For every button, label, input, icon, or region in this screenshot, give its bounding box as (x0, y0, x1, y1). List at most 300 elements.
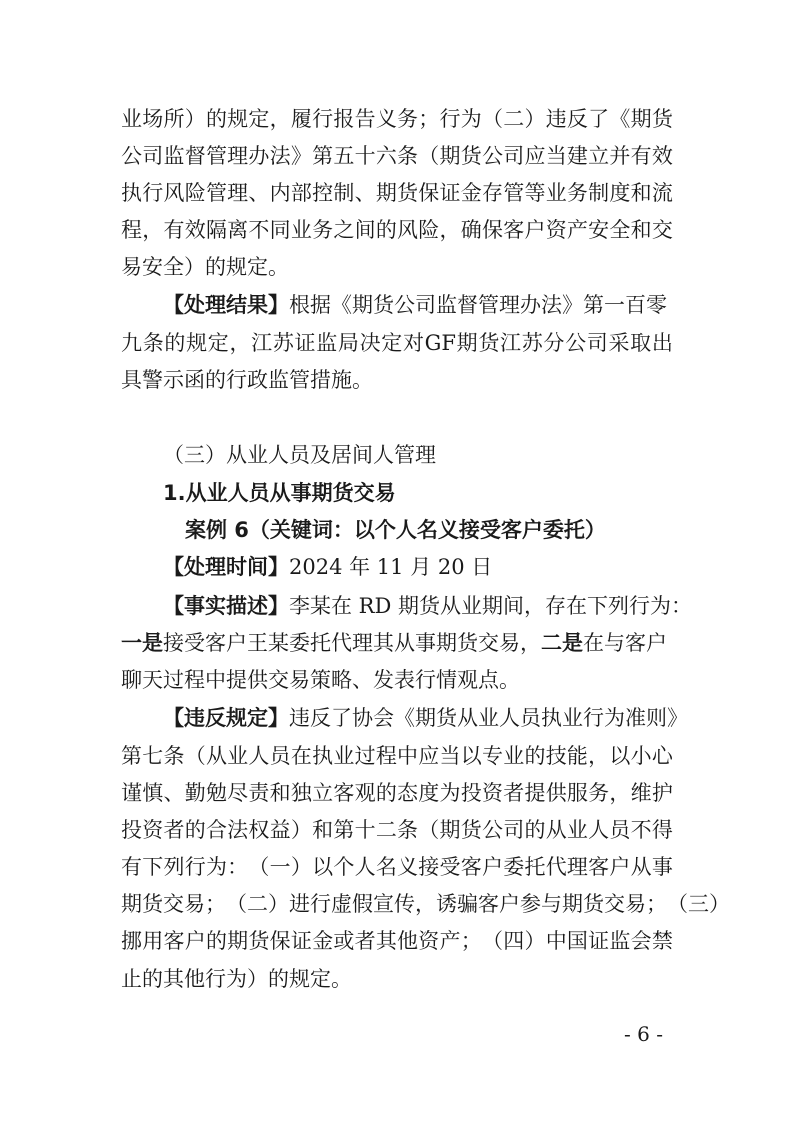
glyph: 业 (566, 818, 588, 842)
violation-line-4 (121, 817, 673, 843)
glyph: 的 (205, 929, 227, 953)
handling-time-label: 【处理时间】 (163, 555, 289, 579)
glyph: 名 (375, 855, 397, 879)
page-number: - 6 - (624, 1022, 663, 1046)
glyph: 局 (337, 331, 359, 355)
glyph: 从 (205, 744, 227, 768)
glyph: ， (229, 331, 251, 355)
glyph: （ (667, 892, 688, 916)
glyph: 全 (609, 218, 631, 242)
glyph: 独 (290, 781, 312, 805)
glyph: 过 (354, 744, 376, 768)
facts-line-1 (163, 593, 692, 619)
glyph: 在 (290, 744, 312, 768)
glyph: 法 (227, 818, 249, 842)
glyph: 产 (566, 218, 588, 242)
glyph: 证 (294, 331, 316, 355)
glyph: 立 (588, 144, 610, 168)
glyph: 一 (269, 855, 291, 879)
glyph: 流 (651, 181, 673, 205)
glyph: 资 (481, 781, 503, 805)
glyph: 等 (524, 181, 546, 205)
glyph: 人 (248, 744, 270, 768)
glyph: 用 (142, 929, 164, 953)
glyph: 务 (312, 218, 334, 242)
glyph: 了 (588, 107, 610, 131)
glyph: 保 (269, 929, 291, 953)
glyph: 义 (375, 107, 397, 131)
glyph: 制 (333, 181, 355, 205)
glyph: 期 (630, 107, 652, 131)
glyph: 管 (503, 181, 525, 205)
sub-heading: 1.从业人员从事期货交易 (163, 481, 396, 505)
glyph: 险 (184, 181, 206, 205)
glyph: 行 (312, 107, 334, 131)
glyph: 二 (375, 818, 397, 842)
glyph: 苏 (272, 331, 294, 355)
glyph: 尽 (227, 781, 249, 805)
facts-second-marker: 二是 (541, 631, 583, 655)
glyph: ； (460, 929, 482, 953)
glyph: 的 (205, 107, 227, 131)
glyph: 交 (163, 892, 184, 916)
glyph: 中 (397, 744, 419, 768)
glyph: 二 (503, 107, 525, 131)
glyph: 条 (163, 744, 185, 768)
glyph: 事 (651, 855, 673, 879)
glyph: 参 (520, 892, 541, 916)
glyph: 二 (247, 892, 268, 916)
glyph: 行 (439, 107, 461, 131)
facts-text-start: 李某在 RD 期货从业期间，存在下列行为： (289, 594, 692, 618)
glyph: 投 (460, 781, 482, 805)
glyph: 并 (609, 144, 631, 168)
glyph: 十 (354, 144, 376, 168)
glyph: 托 (524, 855, 546, 879)
glyph: 业 (290, 218, 312, 242)
glyph: 江 (251, 331, 273, 355)
glyph: 立 (312, 781, 334, 805)
glyph: 证 (439, 181, 461, 205)
glyph: 接 (418, 855, 440, 879)
paragraph-2-line-2 (121, 330, 673, 356)
glyph: 的 (164, 331, 186, 355)
result-text-start: 根据《期货公司监督管理办法》第一百零 (289, 293, 667, 317)
glyph: 进 (289, 892, 310, 916)
glyph: 技 (545, 744, 567, 768)
glyph: 离 (227, 218, 249, 242)
glyph: 金 (312, 929, 334, 953)
glyph: 客 (478, 892, 499, 916)
glyph: 和 (630, 218, 652, 242)
glyph: 和 (269, 781, 291, 805)
glyph: 业 (333, 744, 355, 768)
glyph: 户 (499, 892, 520, 916)
glyph: 中 (545, 929, 567, 953)
glyph: 保 (418, 181, 440, 205)
glyph: 执 (121, 181, 142, 205)
glyph: 户 (184, 929, 206, 953)
violation-line-6 (121, 891, 730, 917)
handling-time-line (163, 554, 492, 580)
glyph: 证 (588, 929, 610, 953)
glyph: 保 (481, 218, 503, 242)
glyph: 会 (630, 929, 652, 953)
glyph: 为 (460, 107, 482, 131)
glyph: 定 (381, 331, 403, 355)
glyph: 六 (375, 144, 397, 168)
glyph: 所 (163, 107, 185, 131)
glyph: 风 (397, 218, 419, 242)
glyph: 权 (248, 818, 270, 842)
glyph: 能 (566, 744, 588, 768)
glyph: 他 (397, 929, 419, 953)
glyph: 场 (142, 107, 164, 131)
glyph: 个 (333, 855, 355, 879)
glyph: 违 (545, 107, 567, 131)
glyph: 客 (503, 218, 525, 242)
glyph: 客 (333, 781, 355, 805)
glyph: 资 (142, 818, 164, 842)
glyph: 司 (503, 144, 525, 168)
facts-line-3: 聊天过程中提供交易策略、发表行情观点。 (121, 668, 520, 692)
paragraph-1-line-3 (121, 180, 673, 206)
glyph: 供 (545, 781, 567, 805)
glyph: 的 (524, 744, 546, 768)
glyph: 度 (418, 781, 440, 805)
glyph: （ (481, 107, 503, 131)
glyph: 和 (630, 181, 652, 205)
glyph: 有 (121, 855, 142, 879)
glyph: 条 (142, 331, 164, 355)
glyph: 户 (481, 855, 503, 879)
glyph: ， (609, 781, 631, 805)
glyph: 业 (121, 107, 142, 131)
glyph: 户 (524, 218, 546, 242)
glyph: 理 (566, 855, 588, 879)
glyph: 司 (503, 818, 525, 842)
facts-label: 【事实描述】 (163, 594, 289, 618)
glyph: 有 (630, 144, 652, 168)
glyph: 内 (269, 181, 291, 205)
glyph: 务 (397, 107, 419, 131)
glyph: 公 (481, 144, 503, 168)
glyph: 安 (588, 218, 610, 242)
glyph: ） (290, 818, 312, 842)
glyph: 效 (184, 218, 206, 242)
glyph: 督 (184, 144, 206, 168)
glyph: 十 (354, 818, 376, 842)
glyph: 货 (460, 144, 482, 168)
glyph: 观 (354, 781, 376, 805)
glyph: 和 (312, 818, 334, 842)
glyph: 《 (609, 107, 631, 131)
paragraph-1-line-5: 易安全）的规定。 (121, 255, 289, 279)
glyph: 公 (481, 818, 503, 842)
glyph: 诱 (436, 892, 457, 916)
glyph: 间 (354, 218, 376, 242)
glyph: 行 (184, 855, 206, 879)
violation-label: 【违反规定】 (163, 706, 289, 730)
glyph: 易 (625, 892, 646, 916)
glyph: 为 (205, 855, 227, 879)
glyph: 办 (248, 144, 270, 168)
glyph: 四 (503, 929, 525, 953)
glyph: 货 (651, 107, 673, 131)
glyph: 传 (394, 892, 415, 916)
glyph: 规 (227, 107, 249, 131)
glyph: 资 (418, 929, 440, 953)
glyph: 员 (609, 818, 631, 842)
glyph: 货 (142, 892, 163, 916)
glyph: 勤 (184, 781, 206, 805)
case-title: 案例 6（关键词：以个人名义接受客户委托） (185, 518, 606, 542)
glyph: （ (481, 929, 503, 953)
glyph: 证 (290, 929, 312, 953)
glyph: 者 (354, 929, 376, 953)
glyph: 员 (269, 744, 291, 768)
glyph: ， (588, 744, 610, 768)
facts-line-2 (121, 630, 667, 656)
glyph: ， (439, 218, 461, 242)
facts-first-text: 接受客户王某委托代理其从事期货交易， (163, 631, 541, 655)
glyph: 分 (543, 331, 565, 355)
glyph: 的 (184, 818, 206, 842)
glyph: 人 (354, 855, 376, 879)
glyph: 投 (121, 818, 142, 842)
violation-text-start: 违反了协会《期货从业人员执业行为准则》 (289, 706, 688, 730)
glyph: ） (268, 892, 289, 916)
glyph: 江 (500, 331, 522, 355)
glyph: 或 (333, 929, 355, 953)
glyph: 交 (651, 218, 673, 242)
glyph: 交 (604, 892, 625, 916)
glyph: ： (227, 855, 249, 879)
glyph: 条 (397, 818, 419, 842)
glyph: 监 (609, 929, 631, 953)
glyph: 公 (565, 331, 587, 355)
paragraph-2-line-3: 具警示函的行政监管措施。 (121, 368, 373, 392)
glyph: 业 (227, 744, 249, 768)
facts-first-marker: 一是 (121, 631, 163, 655)
glyph: 反 (566, 107, 588, 131)
glyph: 确 (460, 218, 482, 242)
glyph: 国 (566, 929, 588, 953)
glyph: 效 (651, 144, 673, 168)
glyph: 以 (312, 855, 334, 879)
glyph: 当 (545, 144, 567, 168)
glyph: 》 (290, 144, 312, 168)
glyph: 者 (163, 818, 185, 842)
glyph: ， (269, 107, 291, 131)
glyph: 责 (248, 781, 270, 805)
glyph: 业 (503, 744, 525, 768)
glyph: 的 (375, 781, 397, 805)
glyph: 骗 (457, 892, 478, 916)
section-heading: （三）从业人员及居间人管理 (163, 443, 436, 467)
glyph: 假 (352, 892, 373, 916)
glyph: 应 (524, 144, 546, 168)
glyph: 挪 (121, 929, 142, 953)
glyph: 不 (630, 818, 652, 842)
violation-line-1 (163, 705, 688, 731)
glyph: 慎 (142, 781, 164, 805)
paragraph-1-line-2 (121, 143, 673, 169)
glyph: 部 (290, 181, 312, 205)
glyph: 报 (333, 107, 355, 131)
glyph: 执 (312, 744, 334, 768)
glyph: 金 (460, 181, 482, 205)
glyph: 列 (163, 855, 185, 879)
glyph: 产 (439, 929, 461, 953)
glyph: ） (709, 892, 730, 916)
glyph: 履 (290, 107, 312, 131)
glyph: 心 (651, 744, 673, 768)
glyph: 宣 (373, 892, 394, 916)
violation-line-7 (121, 928, 673, 954)
glyph: 法 (269, 144, 291, 168)
glyph: 与 (541, 892, 562, 916)
glyph: 禁 (651, 929, 673, 953)
glyph: 下 (142, 855, 164, 879)
glyph: 、 (354, 181, 376, 205)
glyph: 行 (310, 892, 331, 916)
glyph: 、 (248, 181, 270, 205)
glyph: 户 (609, 855, 631, 879)
glyph: 、 (163, 781, 185, 805)
glyph: 虚 (331, 892, 352, 916)
glyph: 从 (630, 855, 652, 879)
glyph: ； (205, 892, 226, 916)
violation-line-5 (121, 854, 673, 880)
glyph: 苏 (521, 331, 543, 355)
glyph: （ (184, 744, 206, 768)
glyph: ） (290, 855, 312, 879)
glyph: 司 (142, 144, 164, 168)
glyph: 期 (121, 892, 142, 916)
glyph: 从 (545, 818, 567, 842)
glyph: 期 (456, 331, 478, 355)
glyph: 度 (609, 181, 631, 205)
paragraph-1-line-1 (121, 106, 673, 132)
glyph: 者 (503, 781, 525, 805)
glyph: 受 (439, 855, 461, 879)
glyph: 七 (142, 744, 164, 768)
glyph: 人 (588, 818, 610, 842)
paragraph-1-line-4 (121, 217, 673, 243)
glyph: 的 (524, 818, 546, 842)
glyph: 同 (269, 218, 291, 242)
glyph: 谨 (121, 781, 142, 805)
glyph: 专 (481, 744, 503, 768)
glyph: 维 (630, 781, 652, 805)
glyph: GF (424, 331, 456, 355)
result-label: 【处理结果】 (163, 293, 289, 317)
glyph: 合 (205, 818, 227, 842)
glyph: 以 (460, 744, 482, 768)
glyph: 程 (375, 744, 397, 768)
glyph: 义 (397, 855, 419, 879)
glyph: 提 (524, 781, 546, 805)
violation-line-2 (121, 743, 673, 769)
glyph: 规 (186, 331, 208, 355)
glyph: ， (142, 218, 164, 242)
handling-time-value: 2024 年 11 月 20 日 (289, 555, 493, 579)
violation-line-3 (121, 780, 673, 806)
glyph: 决 (359, 331, 381, 355)
glyph: 监 (163, 144, 185, 168)
glyph: ， (415, 892, 436, 916)
glyph: 司 (586, 331, 608, 355)
glyph: 出 (651, 331, 673, 355)
glyph: 第 (333, 818, 355, 842)
glyph: 货 (583, 892, 604, 916)
glyph: 对 (402, 331, 424, 355)
glyph: 风 (163, 181, 185, 205)
glyph: ） (524, 929, 546, 953)
glyph: 务 (588, 781, 610, 805)
glyph: （ (248, 855, 270, 879)
glyph: 客 (460, 855, 482, 879)
glyph: 勉 (205, 781, 227, 805)
glyph: 期 (439, 144, 461, 168)
glyph: 控 (312, 181, 334, 205)
glyph: （ (418, 144, 440, 168)
glyph: 客 (588, 855, 610, 879)
glyph: 货 (460, 818, 482, 842)
glyph: ） (184, 107, 206, 131)
glyph: 态 (397, 781, 419, 805)
glyph: 第 (312, 144, 334, 168)
glyph: 存 (481, 181, 503, 205)
glyph: 管 (205, 144, 227, 168)
glyph: 期 (562, 892, 583, 916)
glyph: 程 (121, 218, 142, 242)
glyph: 小 (630, 744, 652, 768)
glyph: 护 (651, 781, 673, 805)
glyph: 得 (651, 818, 673, 842)
glyph: ） (524, 107, 546, 131)
glyph: 有 (163, 218, 185, 242)
glyph: 货 (478, 331, 500, 355)
glyph: 货 (248, 929, 270, 953)
glyph: 委 (503, 855, 525, 879)
glyph: 的 (375, 218, 397, 242)
glyph: 不 (248, 218, 270, 242)
glyph: 定 (248, 107, 270, 131)
glyph: 期 (375, 181, 397, 205)
glyph: 益 (269, 818, 291, 842)
glyph: 货 (397, 181, 419, 205)
glyph: 管 (205, 181, 227, 205)
paragraph-2-line-1 (163, 292, 667, 318)
glyph: 五 (333, 144, 355, 168)
glyph: 行 (142, 181, 164, 205)
facts-second-text: 在与客户 (583, 631, 667, 655)
glyph: 客 (163, 929, 185, 953)
glyph: 险 (418, 218, 440, 242)
glyph: 隔 (205, 218, 227, 242)
glyph: 以 (609, 744, 631, 768)
glyph: 九 (121, 331, 142, 355)
glyph: 三 (688, 892, 709, 916)
glyph: 为 (439, 781, 461, 805)
glyph: 当 (439, 744, 461, 768)
violation-line-8: 止的其他行为）的规定。 (121, 967, 352, 991)
glyph: 制 (588, 181, 610, 205)
glyph: 资 (545, 218, 567, 242)
glyph: 建 (566, 144, 588, 168)
